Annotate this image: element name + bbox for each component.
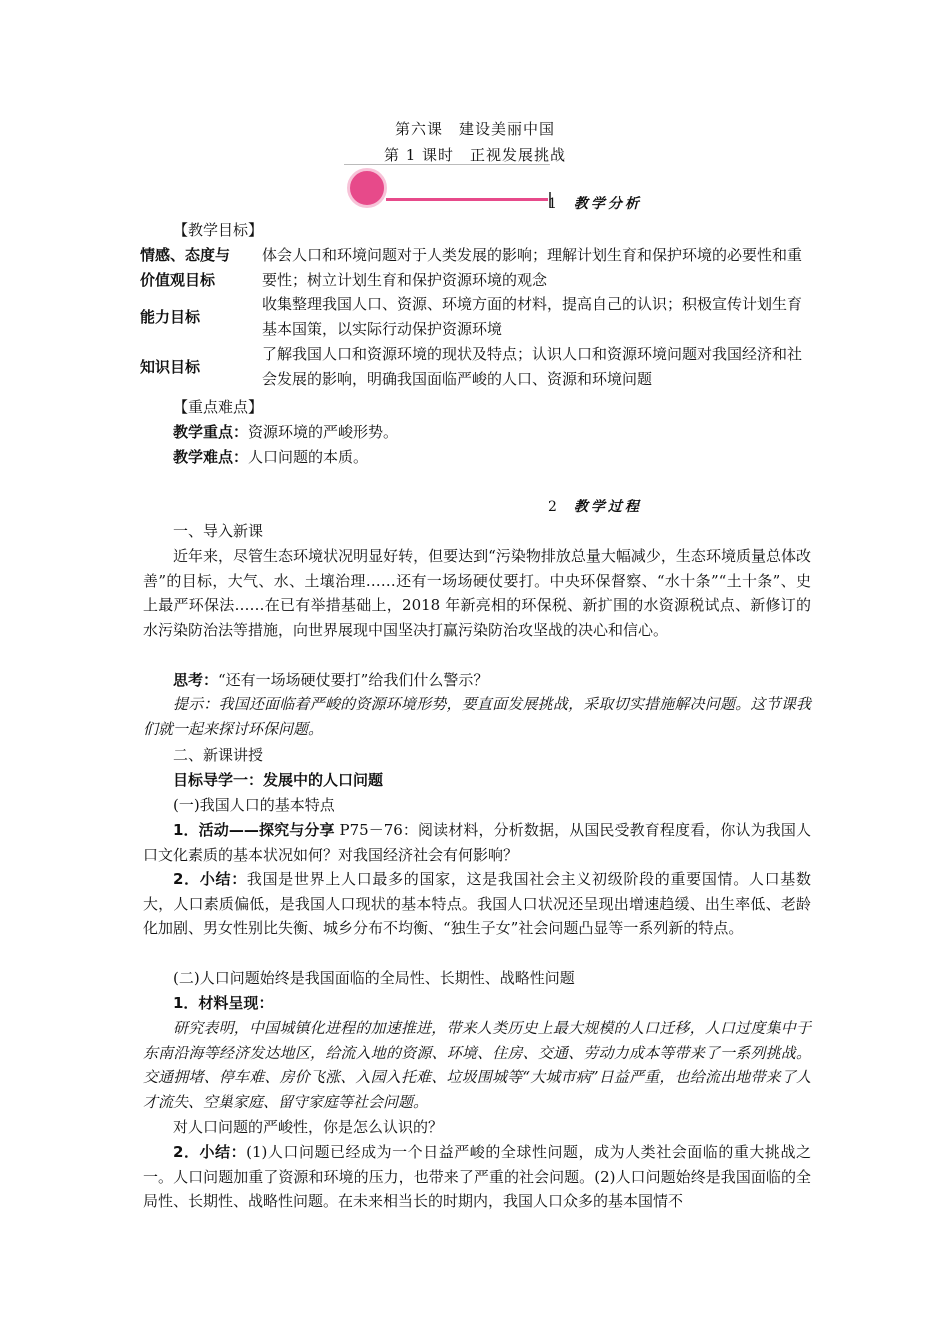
pink-circle-icon [347, 168, 387, 208]
activity-paragraph: 1．活动——探究与分享 P75－76：阅读材料，分析数据，从国民受教育程度看，你认为我国人口文化素质的基本状况如何？对我国经济社会有何影响？ [143, 821, 811, 864]
part-one-heading: 一、导入新课 [173, 522, 264, 540]
goals-heading: 【教学目标】 [173, 221, 264, 239]
think-question: 思考：“还有一场场硬仗要打”给我们什么警示？ [173, 671, 489, 689]
banner-top-rule [344, 164, 550, 165]
material-label: 1．材料呈现： [173, 994, 274, 1012]
subsection-one: (一)我国人口的基本特点 [173, 796, 335, 814]
question-line: 对人口问题的严峻性，你是怎么认识的？ [173, 1118, 444, 1136]
goal-content-ability: 收集整理我国人口、资源、环境方面的材料，提高自己的认识；积极宣传计划生育基本国策，以实际行动保护资源环境 [262, 295, 803, 338]
material-paragraph: 研究表明，中国城镇化进程的加速推进，带来人类历史上最大规模的人口迁移，人口过度集中于东南沿海等经济发达地区，给流入地的资源、环境、住房、交通、劳动力成本等带来了一系列挑战。交通拥堵、停车难、房价飞涨、入园入托难、垃圾围城等“大城市病”日益严重，也给流出地带来了人才流失、空巢家庭、留守家庭等社会问题。 [143, 1019, 811, 1111]
key-heading: 【重点难点】 [173, 398, 264, 416]
summary-two-paragraph: 2．小结：(1)人口问题已经成为一个日益严峻的全球性问题，成为人类社会面临的重大挑战之一。人口问题加重了资源和环境的压力，也带来了严重的社会问题。(2)人口问题始终是我国面临的全局性、长期性、战略性问题。在未来相当长的时期内，我国人口众多的基本国情不 [143, 1143, 811, 1210]
section-heading-analysis: 1 教学分析 [548, 196, 642, 212]
goal-content-attitude: 体会人口和环境问题对于人类发展的影响；理解计划生育和保护环境的必要性和重要性；树立计划生育和保护资源环境的观念 [262, 246, 803, 289]
hint-paragraph: 提示：我国还面临着严峻的资源环境形势，要直面发展挑战，采取切实措施解决问题。这节课我们就一起来探讨环保问题。 [143, 695, 811, 738]
section-banner-decoration [344, 164, 554, 210]
goal-one-heading: 目标导学一：发展中的人口问题 [173, 771, 384, 789]
lesson-title: 第六课 建设美丽中国 [394, 120, 555, 138]
intro-paragraph: 近年来，尽管生态环境状况明显好转，但要达到“污染物排放总量大幅减少，生态环境质量总体改善”的目标，大气、水、土壤治理……还有一场场硬仗要打。中央环保督察、“水十条”“土十条”、史上最严环保法……在已有举措基础上，2018 年新亮相的环保税、新扩围的水资源税试点、新修订的水污染防治法等措施，向世界展现中国坚决打赢污染防治攻坚战的决心和信心。 [143, 547, 811, 639]
section-heading-process: 2 教学过程 [548, 499, 642, 515]
summary-one-paragraph: 2．小结：我国是世界上人口最多的国家，这是我国社会主义初级阶段的重要国情。人口基数大，人口素质偏低，是我国人口现状的基本特点。我国人口状况还呈现出增速趋缓、出生率低、老龄化加剧、男女性别比失衡、城乡分布不均衡、“独生子女”社会问题凸显等一系列新的特点。 [143, 870, 811, 937]
goal-label-knowledge: 知识目标 [140, 358, 201, 376]
key-point: 教学重点：资源环境的严峻形势。 [173, 423, 399, 441]
part-two-heading: 二、新课讲授 [173, 746, 264, 764]
goal-label-ability: 能力目标 [140, 308, 201, 326]
goal-label-attitude: 情感、态度与 价值观目标 [140, 246, 231, 289]
difficult-point: 教学难点：人口问题的本质。 [173, 448, 369, 466]
period-title: 第 1 课时 正视发展挑战 [383, 146, 567, 164]
subsection-two: (二)人口问题始终是我国面临的全局性、长期性、战略性问题 [173, 969, 575, 987]
goal-content-knowledge: 了解我国人口和资源环境的现状及特点；认识人口和资源环境问题对我国经济和社会发展的影响，明确我国面临严峻的人口、资源和环境问题 [262, 345, 803, 388]
banner-pink-rule [386, 198, 548, 201]
